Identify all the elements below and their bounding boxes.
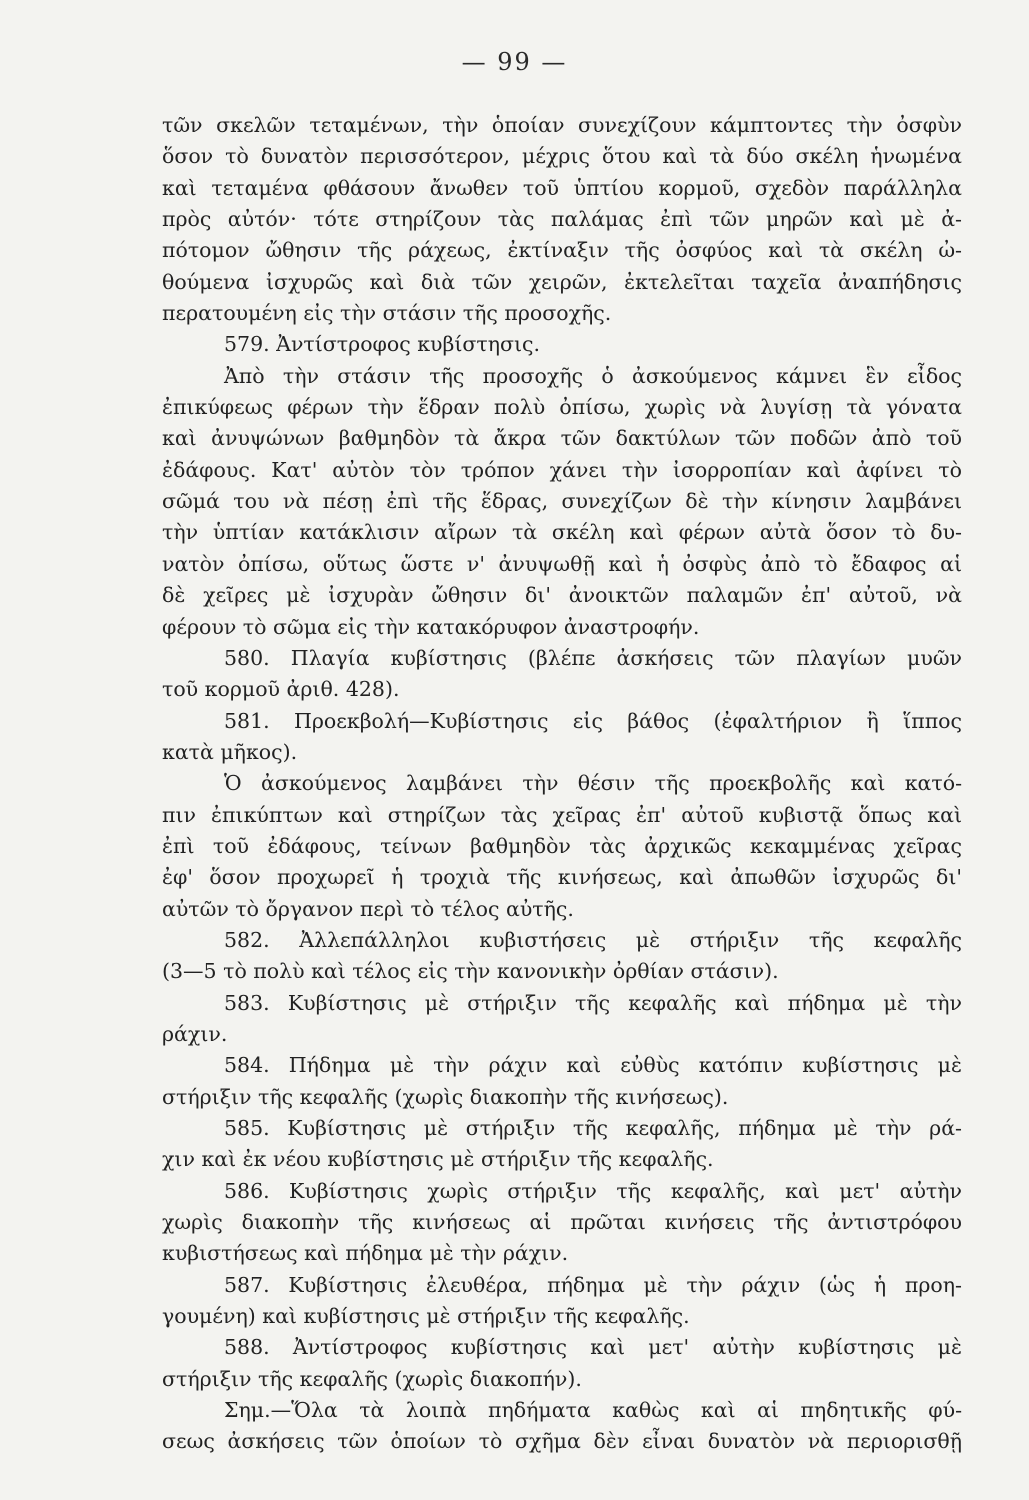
text-line: δὲ χεῖρες μὲ ἰσχυρὰν ὤθησιν δι' ἀνοικτῶν παλαμῶν ἐπ' αὐτοῦ, νὰ [162,583,962,608]
text-line: 580. Πλαγία κυβίστησις (βλέπε ἀσκήσεις τῶν πλαγίων μυῶν [224,645,962,670]
text-line: κατὰ μῆκος). [162,739,298,764]
text-line: περατουμένη εἰς τὴν στάσιν τῆς προσοχῆς. [162,301,612,326]
text-line: τοῦ κορμοῦ ἀριθ. 428). [162,677,400,702]
text-line: ἐπὶ τοῦ ἐδάφους, τείνων βαθμηδὸν τὰς ἀρχικῶς κεκαμμένας χεῖρας [162,833,962,858]
text-line: χιν καὶ ἐκ νέου κυβίστησις μὲ στήριξιν τῆς κεφαλῆς. [162,1147,714,1172]
text-line: ἐπικύφεως φέρων τὴν ἕδραν πολὺ ὀπίσω, χωρὶς νὰ λυγίσῃ τὰ γόνατα [162,395,962,420]
text-line: στήριξιν τῆς κεφαλῆς (χωρὶς διακοπὴν τῆς κινήσεως). [162,1084,729,1109]
text-line: πρὸς αὐτόν· τότε στηρίζουν τὰς παλάμας ἐπὶ τῶν μηρῶν καὶ μὲ ἀ- [162,207,962,232]
body-text [162,110,962,1458]
text-line: Σημ.—Ὅλα τὰ λοιπὰ πηδήματα καθὼς καὶ αἱ πηδητικῆς φύ- [224,1398,962,1423]
text-line: τὴν ὑπτίαν κατάκλισιν αἴρων τὰ σκέλη καὶ φέρων αὐτὰ ὅσον τὸ δυ- [162,520,962,545]
text-line: πότομον ὤθησιν τῆς ράχεως, ἐκτίναξιν τῆς ὀσφύος καὶ τὰ σκέλη ὠ- [162,238,962,263]
text-line: ἐφ' ὅσον προχωρεῖ ἡ τροχιὰ τῆς κινήσεως, καὶ ἀπωθῶν ἰσχυρῶς δι' [162,865,962,890]
text-line: 585. Κυβίστησις μὲ στήριξιν τῆς κεφαλῆς, πήδημα μὲ τὴν ρά- [224,1116,962,1140]
text-line: νατὸν ὀπίσω, οὕτως ὥστε ν' ἀνυψωθῇ καὶ ἡ ὀσφὺς ἀπὸ τὸ ἔδαφος αἱ [162,551,962,576]
text-line: 586. Κυβίστησις χωρὶς στήριξιν τῆς κεφαλῆς, καὶ μετ' αὐτὴν [224,1178,962,1203]
text-line: ράχιν. [162,1021,228,1046]
text-line: 583. Κυβίστησις μὲ στήριξιν τῆς κεφαλῆς καὶ πήδημα μὲ τὴν [224,990,962,1015]
text-line: 579. Ἀντίστροφος κυβίστησις. [224,332,541,357]
text-line: χωρὶς διακοπὴν τῆς κινήσεως αἱ πρῶται κινήσεις τῆς ἀντιστρόφου [162,1210,962,1235]
text-line: 584. Πήδημα μὲ τὴν ράχιν καὶ εὐθὺς κατόπιν κυβίστησις μὲ [224,1053,962,1078]
text-line: Ἀπὸ τὴν στάσιν τῆς προσοχῆς ὁ ἀσκούμενος κάμνει ἓν εἶδος [224,363,962,388]
text-line: αὐτῶν τὸ ὄργανον περὶ τὸ τέλος αὐτῆς. [162,896,574,921]
text-line: φέρουν τὸ σῶμα εἰς τὴν κατακόρυφον ἀναστροφήν. [162,614,700,639]
text-line: σῶμά του νὰ πέσῃ ἐπὶ τῆς ἕδρας, συνεχίζων δὲ τὴν κίνησιν λαμβάνει [162,489,962,514]
text-line: καὶ τεταμένα φθάσουν ἄνωθεν τοῦ ὑπτίου κορμοῦ, σχεδὸν παράλληλα [162,175,962,200]
text-line: Ὁ ἀσκούμενος λαμβάνει τὴν θέσιν τῆς προεκβολῆς καὶ κατό- [224,771,962,796]
page-number: — 99 — [461,48,568,76]
text-line: στήριξιν τῆς κεφαλῆς (χωρὶς διακοπήν). [162,1366,582,1391]
text-line: 582. Ἀλλεπάλληλοι κυβιστήσεις μὲ στήριξιν τῆς κεφαλῆς [224,927,962,952]
text-line: ἐδάφους. Κατ' αὐτὸν τὸν τρόπον χάνει τὴν ἰσορροπίαν καὶ ἀφίνει τὸ [162,457,962,482]
text-line: θούμενα ἰσχυρῶς καὶ διὰ τῶν χειρῶν, ἐκτελεῖται ταχεῖα ἀναπήδησις [162,269,962,294]
text-line: 581. Προεκβολή—Κυβίστησις εἰς βάθος (ἐφαλτήριον ἢ ἵππος [224,708,962,733]
text-line: πιν ἐπικύπτων καὶ στηρίζων τὰς χεῖρας ἐπ' αὐτοῦ κυβιστᾷ ὅπως καὶ [162,802,962,827]
text-line: 588. Ἀντίστροφος κυβίστησις καὶ μετ' αὐτὴν κυβίστησις μὲ [224,1335,962,1360]
text-line: κυβιστήσεως καὶ πήδημα μὲ τὴν ράχιν. [162,1241,569,1266]
text-line: σεως ἀσκήσεις τῶν ὁποίων τὸ σχῆμα δὲν εἶναι δυνατὸν νὰ περιορισθῇ [162,1429,962,1454]
text-line: τῶν σκελῶν τεταμένων, τὴν ὁποίαν συνεχίζουν κάμπτοντες τὴν ὀσφὺν [162,113,962,137]
text-line: ὅσον τὸ δυνατὸν περισσότερον, μέχρις ὅτου καὶ τὰ δύο σκέλη ἡνωμένα [162,144,962,169]
text-line: 587. Κυβίστησις ἐλευθέρα, πήδημα μὲ τὴν ράχιν (ὡς ἡ προη- [224,1272,962,1297]
text-line: γουμένη) καὶ κυβίστησις μὲ στήριξιν τῆς κεφαλῆς. [162,1304,690,1329]
text-line: καὶ ἀνυψώνων βαθμηδὸν τὰ ἄκρα τῶν δακτύλων τῶν ποδῶν ἀπὸ τοῦ [162,426,962,451]
text-line: (3—5 τὸ πολὺ καὶ τέλος εἰς τὴν κανονικὴν ὀρθίαν στάσιν). [162,959,779,984]
